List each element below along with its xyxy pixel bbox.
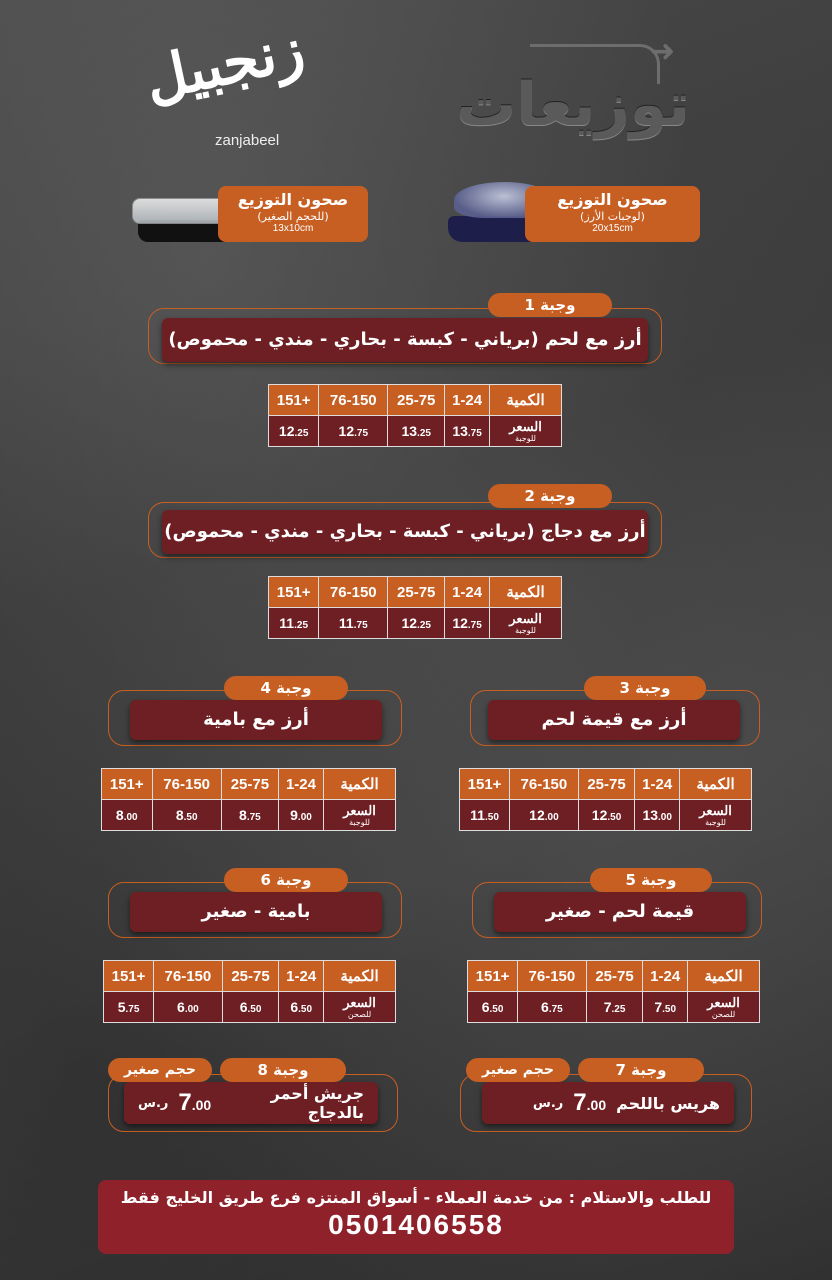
quantity-range: 76-150 <box>518 961 587 992</box>
rice-container-tag <box>525 186 700 242</box>
price-cell: 6.75 <box>518 992 587 1023</box>
meal-4-price-table <box>101 768 396 831</box>
meal-8-name: جريش أحمر بالدجاج <box>270 1084 364 1122</box>
quantity-range: 151+ <box>269 577 319 608</box>
meal-2-label: وجبة 2 <box>488 484 612 508</box>
quantity-header: الكمية <box>490 385 562 416</box>
price-cell: 12.25 <box>269 416 319 447</box>
small-container-subtitle: (للحجم الصغير) <box>257 210 329 223</box>
quantity-range: 76-150 <box>510 769 579 800</box>
price-header: السعر للوجبة <box>680 800 752 831</box>
meal-8-bar <box>124 1082 378 1124</box>
price-cell: 12.00 <box>510 800 579 831</box>
quantity-range: 151+ <box>102 769 153 800</box>
meal-3-price-table <box>459 768 752 831</box>
meal-7-name: هريس باللحم <box>616 1093 720 1113</box>
price-header: السعر للصحن <box>324 992 396 1023</box>
quantity-range: 1-24 <box>643 961 688 992</box>
quantity-row <box>269 577 562 608</box>
price-cell: 12.25 <box>388 608 445 639</box>
price-cell: 6.50 <box>279 992 324 1023</box>
price-cell: 12.75 <box>319 416 388 447</box>
meal-8-size: حجم صغير <box>108 1058 212 1082</box>
price-row <box>468 992 760 1023</box>
meal-1-name: أرز مع لحم (برياني - كبسة - بحاري - مندي - محموص) <box>162 318 648 362</box>
price-cell: 8.50 <box>152 800 221 831</box>
price-cell: 8.75 <box>221 800 278 831</box>
price-cell: 8.00 <box>102 800 153 831</box>
quantity-header: الكمية <box>688 961 760 992</box>
price-row <box>269 608 562 639</box>
quantity-range: 76-150 <box>319 385 388 416</box>
price-cell: 13.25 <box>388 416 445 447</box>
quantity-row <box>269 385 562 416</box>
quantity-range: 151+ <box>104 961 154 992</box>
quantity-range: 1-24 <box>445 577 490 608</box>
price-cell: 6.50 <box>222 992 279 1023</box>
tawzeeat-logo-text: توزيعات <box>456 70 690 140</box>
small-container-title: صحون التوزيع <box>237 190 349 209</box>
price-cell: 13.00 <box>635 800 680 831</box>
meal-7-label: وجبة 7 <box>578 1058 704 1082</box>
order-footer <box>98 1180 734 1254</box>
price-header: السعر للوجبة <box>490 416 562 447</box>
quantity-range: 25-75 <box>388 385 445 416</box>
meal-6-name: بامية - صغير <box>130 892 382 932</box>
small-container-dims: 13x10cm <box>272 223 314 234</box>
price-cell: 13.75 <box>445 416 490 447</box>
footer-info: للطلب والاستلام : من خدمة العملاء - أسواق المنتزه فرع طريق الخليج فقط <box>120 1188 712 1207</box>
quantity-range: 151+ <box>460 769 510 800</box>
price-cell: 12.75 <box>445 608 490 639</box>
meal-8-label: وجبة 8 <box>220 1058 346 1082</box>
quantity-row <box>468 961 760 992</box>
price-cell: 9.00 <box>278 800 323 831</box>
rice-container-title: صحون التوزيع <box>557 190 668 209</box>
quantity-row <box>104 961 396 992</box>
meal-5-price-table <box>467 960 760 1023</box>
riyal-icon: ر.س <box>532 1095 564 1111</box>
meal-6-label: وجبة 6 <box>224 868 348 892</box>
quantity-header: الكمية <box>324 769 396 800</box>
quantity-range: 25-75 <box>221 769 278 800</box>
quantity-range: 76-150 <box>319 577 388 608</box>
quantity-range: 25-75 <box>586 961 643 992</box>
quantity-range: 1-24 <box>278 769 323 800</box>
quantity-header: الكمية <box>680 769 752 800</box>
meal-3-name: أرز مع قيمة لحم <box>488 700 740 740</box>
quantity-range: 76-150 <box>152 769 221 800</box>
riyal-icon: ر.س <box>138 1095 169 1111</box>
meal-4-label: وجبة 4 <box>224 676 348 700</box>
quantity-range: 25-75 <box>222 961 279 992</box>
price-header: السعر للوجبة <box>490 608 562 639</box>
meal-7-price: 7.00 <box>573 1089 607 1116</box>
rice-container-dims: 20x15cm <box>592 223 633 234</box>
price-cell: 6.00 <box>154 992 223 1023</box>
meal-7-bar <box>482 1082 734 1124</box>
quantity-range: 1-24 <box>635 769 680 800</box>
quantity-row <box>460 769 752 800</box>
meal-1-price-table <box>268 384 562 447</box>
quantity-range: 1-24 <box>279 961 324 992</box>
meal-1-label: وجبة 1 <box>488 293 612 317</box>
tawzeeat-logo <box>450 34 700 140</box>
meal-5-name: قيمة لحم - صغير <box>494 892 746 932</box>
price-cell: 5.75 <box>104 992 154 1023</box>
quantity-range: 25-75 <box>578 769 635 800</box>
meal-2-name: أرز مع دجاج (برياني - كبسة - بحاري - مندي - محموص) <box>162 510 648 554</box>
price-cell: 11.25 <box>269 608 319 639</box>
zanjabeel-logo-arabic: زنجبيل <box>138 14 310 114</box>
price-row <box>102 800 396 831</box>
price-cell: 11.75 <box>319 608 388 639</box>
meal-5-label: وجبة 5 <box>590 868 712 892</box>
meal-6-price-table <box>103 960 396 1023</box>
price-cell: 12.50 <box>578 800 635 831</box>
price-cell: 7.50 <box>643 992 688 1023</box>
price-cell: 11.50 <box>460 800 510 831</box>
quantity-range: 76-150 <box>154 961 223 992</box>
quantity-range: 25-75 <box>388 577 445 608</box>
meal-3-label: وجبة 3 <box>584 676 706 700</box>
price-row <box>269 416 562 447</box>
meal-2-price-table <box>268 576 562 639</box>
quantity-row <box>102 769 396 800</box>
zanjabeel-logo <box>138 14 310 160</box>
quantity-range: 1-24 <box>445 385 490 416</box>
small-container-tag <box>218 186 368 242</box>
zanjabeel-logo-latin: zanjabeel <box>215 132 280 149</box>
quantity-header: الكمية <box>324 961 396 992</box>
meal-7-size: حجم صغير <box>466 1058 570 1082</box>
meal-8-price: 7.00 <box>178 1089 212 1116</box>
price-cell: 7.25 <box>586 992 643 1023</box>
footer-phone[interactable]: 0501406558 <box>328 1209 504 1240</box>
price-cell: 6.50 <box>468 992 518 1023</box>
quantity-range: 151+ <box>468 961 518 992</box>
meal-4-name: أرز مع بامية <box>130 700 382 740</box>
price-row <box>460 800 752 831</box>
price-row <box>104 992 396 1023</box>
rice-container-subtitle: (لوجبات الأرز) <box>580 210 645 223</box>
quantity-range: 151+ <box>269 385 319 416</box>
price-header: السعر للوجبة <box>324 800 396 831</box>
price-header: السعر للصحن <box>688 992 760 1023</box>
quantity-header: الكمية <box>490 577 562 608</box>
arrow-head-icon: ➜ <box>650 34 676 69</box>
